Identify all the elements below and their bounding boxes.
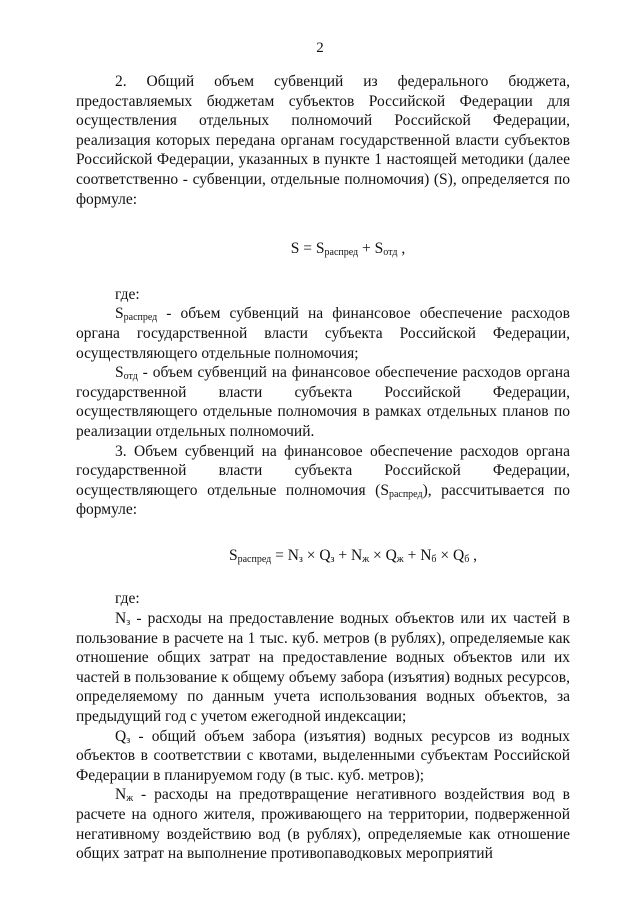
- definition-text: - расходы на предотвращение негативного воздействия вод в расчете на одного жителя, проживающего на территории, подверженной негативному воздействию вод (в рублях), определяемые как отношение общих затрат на выполнение противопаводковых мероприятий: [76, 786, 570, 863]
- formula-text: + N: [403, 546, 432, 564]
- formula-text: + S: [358, 240, 384, 258]
- symbol: Q: [115, 727, 127, 745]
- formula-subscript: распред: [237, 553, 272, 565]
- symbol-subscript: ж: [126, 793, 134, 805]
- formula-subscript: распред: [324, 247, 359, 259]
- formula-text: + N: [334, 546, 363, 564]
- definition-qz: [76, 727, 570, 786]
- paragraph-text: 3. Объем субвенций на финансовое обеспечение расходов органа государственной власти субъекта Российской Федерации, осуществляющего отдельные полномочия (S: [76, 442, 570, 499]
- definition-s-raspred: [76, 304, 570, 363]
- definition-text: - расходы на предоставление водных объектов или их частей в пользование в расчете на 1 тыс. куб. метров (в рублях), определяемые как отношение общих затрат на предоставление водных объектов или их частей в пользование к общему объему забора (изъятия) водных ресурсов, определяемому по данным учета использования водных объектов, за предыдущий год с учетом ежегодной индексации;: [76, 610, 570, 726]
- formula-subscript: з: [330, 553, 335, 565]
- definition-text: - общий объем забора (изъятия) водных ресурсов из водных объектов в соответствии с квотами, выделенными субъектам Российской Федерации в планируемом году (в тыс. куб. метров);: [76, 727, 570, 784]
- symbol-subscript: распред: [123, 312, 158, 324]
- document-body: [76, 72, 570, 864]
- symbol-subscript: з: [126, 617, 131, 629]
- formula-subscript: б: [464, 553, 470, 565]
- formula-s-raspred: [76, 546, 570, 566]
- symbol: N: [115, 786, 127, 804]
- definition-nzh: [76, 785, 570, 863]
- where-label: где:: [115, 590, 140, 608]
- paragraph-text: ), рассчитывается по формуле:: [76, 481, 570, 519]
- formula-subscript: з: [298, 553, 303, 565]
- symbol: S: [115, 364, 124, 382]
- formula-subscript: б: [431, 553, 437, 565]
- formula-text: ,: [397, 240, 406, 258]
- definition-nz: [76, 609, 570, 727]
- formula-subscript: ж: [396, 553, 404, 565]
- formula-text: ,: [469, 546, 478, 564]
- paragraph-2: 2. Общий объем субвенций из федерального бюджета, предоставляемых бюджетам субъектов Российской Федерации для осуществления отдельных полномочий Российской Федерации, реализация которых передана органам государственной власти субъектов Российской Федерации, указанных в пункте 1 настоящей методики (далее соответственно - субвенции, отдельные полномочия) (S), определяется по формуле:: [76, 73, 570, 208]
- paragraph-3: [76, 442, 570, 520]
- formula-text: × Q: [436, 546, 465, 564]
- symbol: S: [115, 305, 124, 323]
- definition-text: - объем субвенций на финансовое обеспечение расходов органа государственной власти субъекта Российской Федерации, осуществляющего отдельные полномочия;: [76, 305, 570, 362]
- symbol-subscript: з: [126, 734, 131, 746]
- symbol-subscript: распред: [388, 488, 423, 500]
- formula-s-total: [76, 239, 570, 259]
- formula-text: S = S: [290, 240, 325, 258]
- where-label: где:: [115, 285, 140, 303]
- formula-text: S: [228, 546, 238, 564]
- formula-subscript: ж: [362, 553, 370, 565]
- formula-text: = N: [271, 546, 299, 564]
- symbol-subscript: отд: [123, 371, 138, 383]
- page-number: 2: [316, 40, 324, 56]
- formula-subscript: отд: [383, 247, 398, 259]
- symbol: N: [115, 610, 127, 628]
- definition-text: - объем субвенций на финансовое обеспечение расходов органа государственной власти субъекта Российской Федерации, осуществляющего отдельные полномочия в рамках отдельных планов по реализации отдельных полномочий.: [76, 364, 570, 440]
- definition-s-otd: [76, 363, 570, 441]
- formula-text: × Q: [369, 546, 397, 564]
- formula-text: × Q: [302, 546, 331, 564]
